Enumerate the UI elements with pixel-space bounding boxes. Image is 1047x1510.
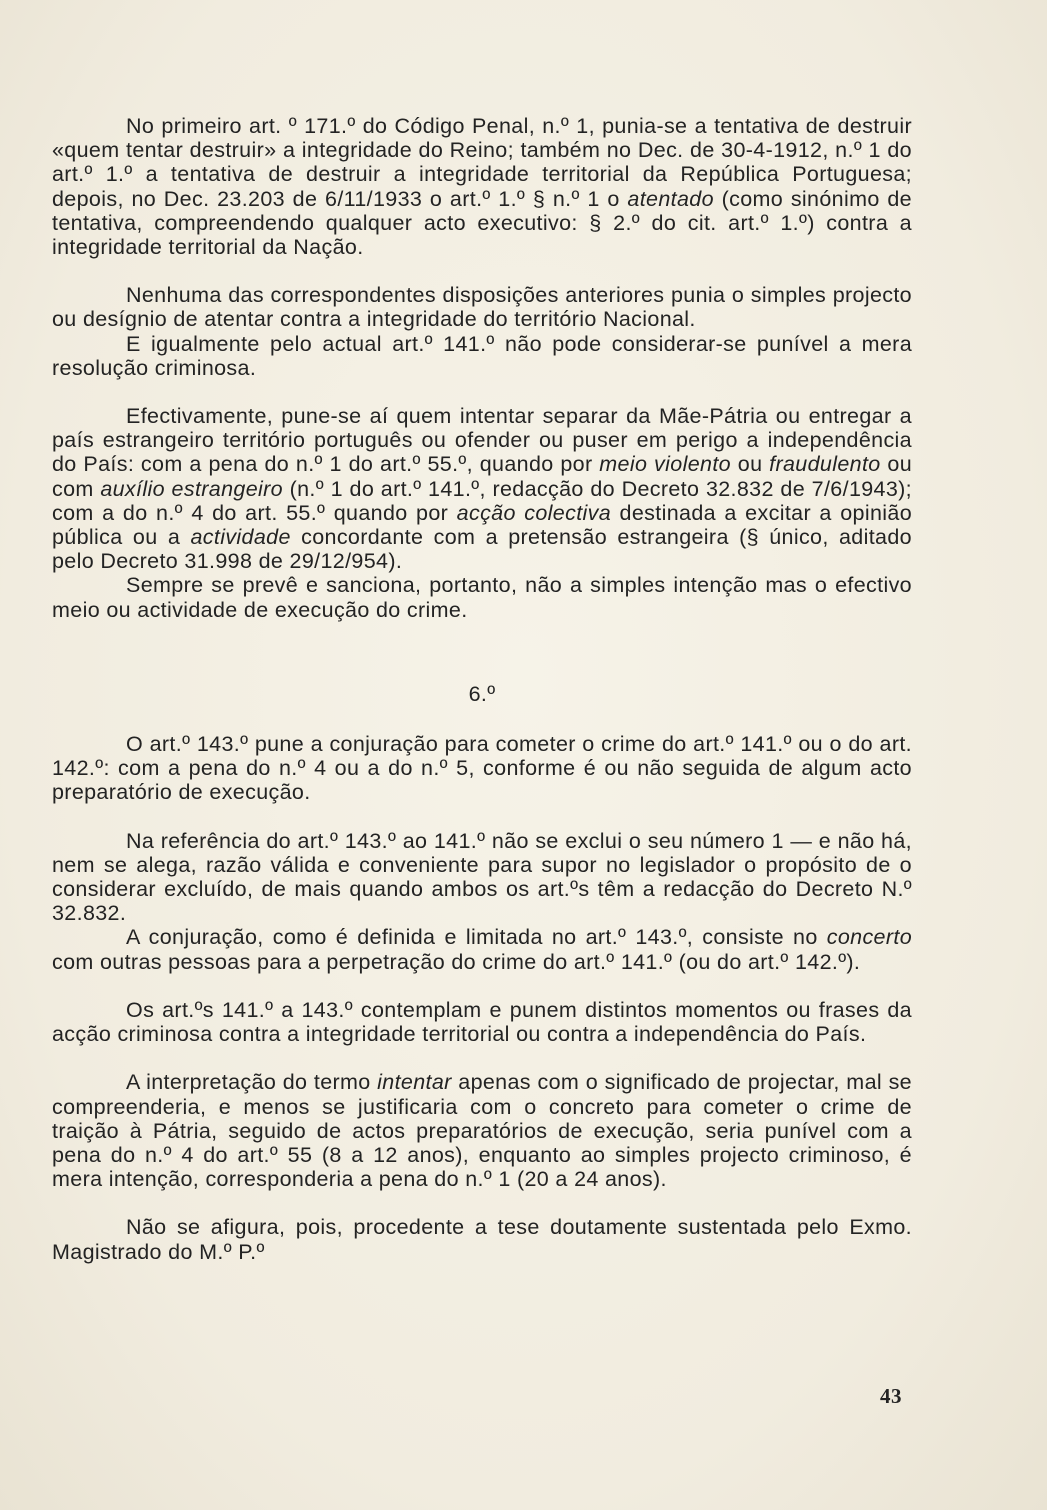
paragraph-5: Na referência do art.º 143.º ao 141.º não se exclui o seu número 1 — e não há, nem se alega, razão válida e conveniente para supor no legislador o propósito de o considerar excluído, de mais quando ambos os art.ºs têm a redacção do Decreto N.º 32.832. <box>52 828 912 926</box>
paragraph-6: Os art.ºs 141.º a 143.º contemplam e punem distintos momentos ou frases da acção criminosa contra a integridade territorial ou contra a independência do País. <box>52 997 912 1047</box>
page-number: 43 <box>880 1384 902 1408</box>
paragraph-7: A interpretação do termo intentar apenas com o significado de projectar, mal se compreenderia, e menos se justificaria com o concreto para cometer o crime de traição à Pátria, seguido de actos preparatórios de execução, seria punível com a pena do n.º 4 do art.º 55 (8 a 12 anos), enquanto ao simples projecto criminoso, é mera intenção, corresponderia a pena do n.º 1 (20 a 24 anos). <box>52 1070 912 1192</box>
paragraph-4: O art.º 143.º pune a conjuração para cometer o crime do art.º 141.º ou o do art. 142.º: com a pena do n.º 4 ou a do n.º 5, conforme é ou não seguida de algum acto preparatório de execução. <box>52 732 912 805</box>
paragraph-3: Efectivamente, pune-se aí quem intentar separar da Mãe-Pátria ou entregar a país estrangeiro território português ou ofender ou puser em perigo a independência do País: com a pena do n.º 1 do art.º 55.º, quando por meio violento ou fraudulento ou com auxílio estrangeiro (n.º 1 do art.º 141.º, redacção do Decreto 32.832 de 7/6/1943); com a do n.º 4 do art. 55.º quando por acção colectiva destinada a excitar a opinião pública ou a actividade concordante com a pretensão estrangeira (§ único, aditado pelo Decreto 31.998 de 29/12/954). <box>52 404 913 574</box>
section-heading: 6.º <box>468 681 496 706</box>
paragraph-8: Não se afigura, pois, procedente a tese doutamente sustentada pelo Exmo. Magistrado do M.º P.º <box>52 1215 912 1264</box>
paragraph-2-continuation: E igualmente pelo actual art.º 141.º não pode considerar-se punível a mera resolução criminosa. <box>52 331 912 380</box>
paragraph-2: Nenhuma das correspondentes disposições anteriores punia o simples projecto ou desígnio de atentar contra a integridade do território Nacional. <box>52 283 912 332</box>
paragraph-3-continuation: Sempre se prevê e sanciona, portanto, não a simples intenção mas o efectivo meio ou actividade de execução do crime. <box>52 573 912 622</box>
paragraph-5-continuation: A conjuração, como é definida e limitada no art.º 143.º, consiste no concerto com outras pessoas para a perpetração do crime do art.º 141.º (ou do art.º 142.º). <box>52 925 912 974</box>
body-text <box>52 114 912 1264</box>
paragraph-1: No primeiro art. º 171.º do Código Penal, n.º 1, punia-se a tentativa de destruir «quem tentar destruir» a integridade do Reino; também no Dec. de 30-4-1912, n.º 1 do art.º 1.º a tentativa de destruir a integridade territorial da República Portuguesa; depois, no Dec. 23.203 de 6/11/1933 o art.º 1.º § n.º 1 o atentado (como sinónimo de tentativa, compreendendo qualquer acto executivo: § 2.º do cit. art.º 1.º) contra a integridade territorial da Nação. <box>52 114 912 260</box>
